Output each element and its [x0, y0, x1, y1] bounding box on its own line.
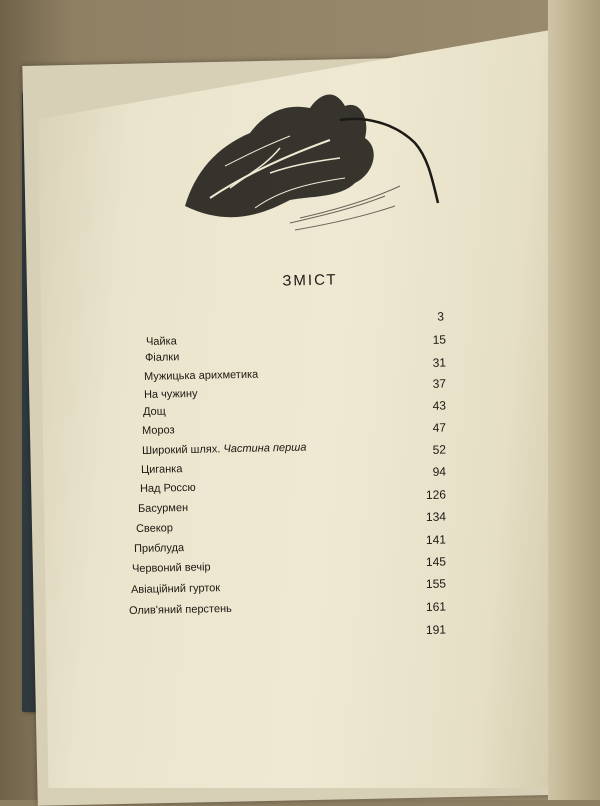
- toc-entry-title: Басурмен: [137, 501, 189, 515]
- toc-entry-page: 134: [425, 509, 447, 524]
- toc-entry-title: Олив'яний перстень: [128, 602, 232, 617]
- toc-last-page-number: 191: [425, 622, 447, 637]
- toc-entry-title: Циганка: [140, 463, 183, 476]
- toc-entry-title: Чайка: [145, 335, 177, 348]
- toc-entry-page: 155: [425, 576, 447, 591]
- toc-entry-page: 126: [425, 487, 447, 502]
- toc-entry-title-italic: Частина перша: [223, 441, 307, 456]
- toc-entry-page: 43: [432, 398, 447, 413]
- toc-entry-page: 145: [425, 554, 447, 569]
- toc-entry-title: Мороз: [141, 424, 175, 437]
- toc-entry-page: 31: [432, 355, 447, 370]
- toc-first-page-number: 3: [437, 309, 445, 324]
- toc-entry-title: Червоний вечір: [131, 561, 211, 575]
- toc-entry-page: 161: [425, 599, 447, 614]
- toc-entry-title: Фіалки: [144, 351, 180, 364]
- toc-entry-title-main: Широкий шлях.: [141, 443, 221, 457]
- toc-entry-title: [142, 442, 307, 457]
- toc-entry-page: 37: [432, 376, 447, 391]
- toc-entry-page: 15: [432, 332, 447, 347]
- toc-entry-title: Мужицька арихметика: [143, 368, 259, 383]
- toc-entry-title: Свекор: [135, 522, 174, 535]
- toc-entry-title: Над Россю: [139, 481, 196, 495]
- toc-heading: ЗМІСТ: [282, 271, 338, 290]
- toc-entry-page: 52: [432, 442, 447, 457]
- toc-entry-title: Авіаційний гурток: [130, 582, 221, 596]
- toc-entry-title: Приблуда: [133, 541, 185, 555]
- toc-entry-page: 47: [432, 420, 447, 435]
- toc-entry-page: 141: [425, 532, 447, 547]
- toc-entry-title: Дощ: [142, 405, 166, 418]
- toc-entry-title: На чужину: [143, 387, 198, 401]
- toc-entry-page: 94: [432, 464, 447, 479]
